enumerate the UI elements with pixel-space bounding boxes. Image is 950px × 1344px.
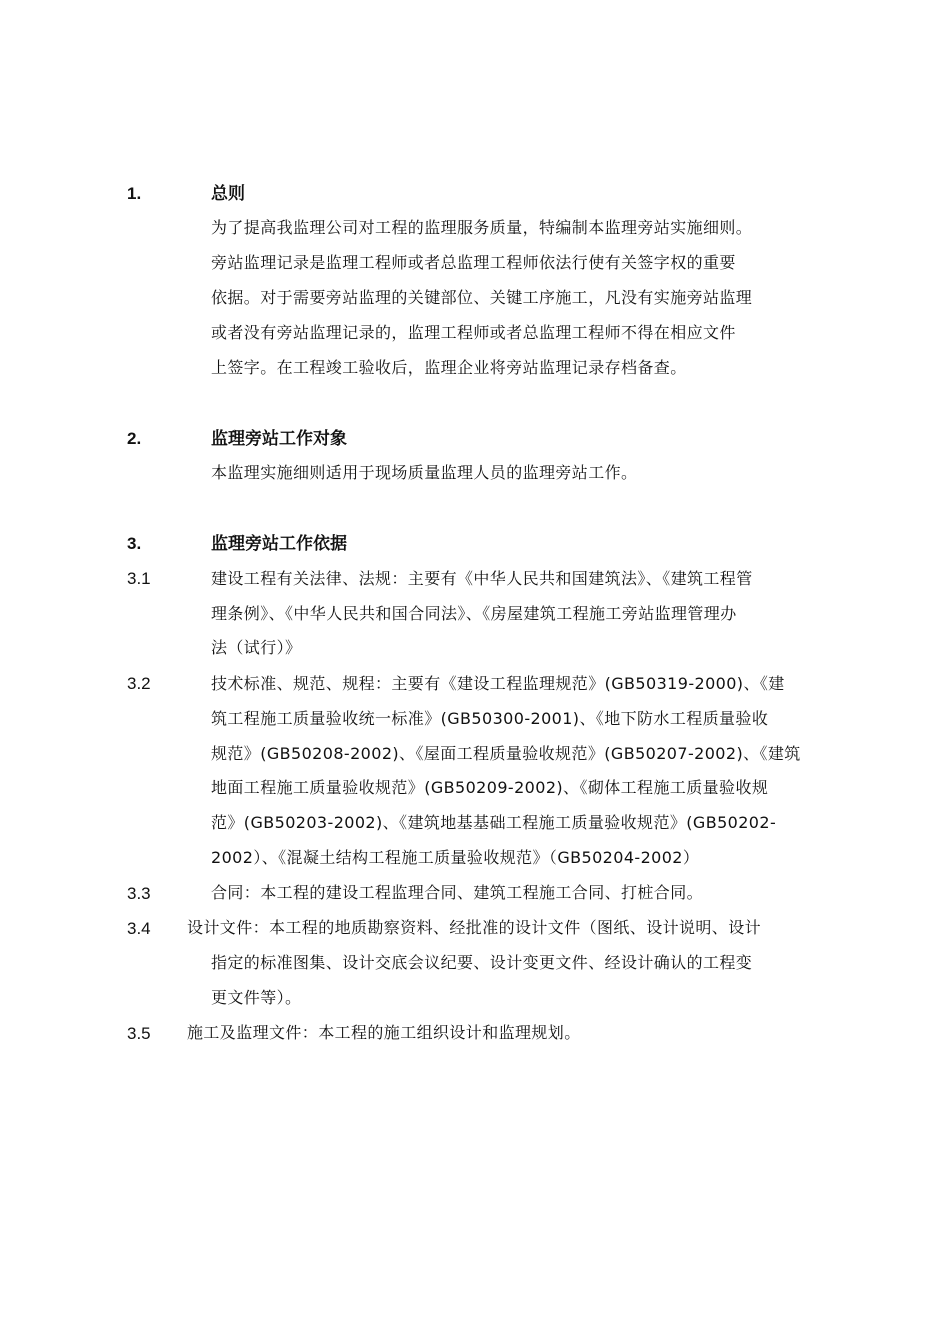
- item-3-2-line-6: 2002）、《混凝土结构工程施工质量验收规范》（GB50204-2002）: [211, 848, 700, 867]
- section-1-title: 总则: [211, 184, 245, 204]
- item-3-2-line-5: 范》(GB50203-2002)、《建筑地基基础工程施工质量验收规范》(GB50202-: [211, 813, 777, 832]
- section-1-line-1: 为了提高我监理公司对工程的监理服务质量，特编制本监理旁站实施细则。: [211, 218, 753, 237]
- item-3-1-line-1: 建设工程有关法律、法规：主要有《中华人民共和国建筑法》、《建筑工程管: [211, 569, 753, 588]
- item-3-1-line-3: 法（试行）》: [211, 638, 302, 657]
- section-2-line-1: 本监理实施细则适用于现场质量监理人员的监理旁站工作。: [211, 463, 638, 482]
- section-1-line-4: 或者没有旁站监理记录的，监理工程师或者总监理工程师不得在相应文件: [211, 323, 736, 342]
- item-3-4-number: 3.4: [127, 919, 151, 938]
- item-3-2-line-4: 地面工程施工质量验收规范》(GB50209-2002)、《砌体工程施工质量验收规: [211, 778, 769, 797]
- section-2-number: 2.: [127, 429, 142, 448]
- item-3-4-line-1: 设计文件：本工程的地质勘察资料、经批准的设计文件（图纸、设计说明、设计: [187, 918, 762, 937]
- section-1-line-2: 旁站监理记录是监理工程师或者总监理工程师依法行使有关签字权的重要: [211, 253, 736, 272]
- item-3-1-line-2: 理条例》、《中华人民共和国合同法》、《房屋建筑工程施工旁站监理管理办: [211, 604, 737, 623]
- section-3-title: 监理旁站工作依据: [211, 534, 347, 554]
- item-3-5-number: 3.5: [127, 1024, 151, 1043]
- item-3-2-line-2: 筑工程施工质量验收统一标准》(GB50300-2001)、《地下防水工程质量验收: [211, 709, 769, 728]
- section-1-line-3: 依据。对于需要旁站监理的关键部位、关键工序施工，凡没有实施旁站监理: [211, 288, 753, 307]
- item-3-4-line-2: 指定的标准图集、设计交底会议纪要、设计变更文件、经设计确认的工程变: [211, 953, 753, 972]
- section-3-number: 3.: [127, 534, 142, 553]
- item-3-2-line-3: 规范》(GB50208-2002)、《屋面工程质量验收规范》(GB50207-2002)、《建筑: [211, 744, 801, 763]
- section-1-line-5: 上签字。在工程竣工验收后，监理企业将旁站监理记录存档备查。: [211, 358, 687, 377]
- item-3-3-line-1: 合同：本工程的建设工程监理合同、建筑工程施工合同、打桩合同。: [211, 883, 704, 902]
- item-3-5-line-1: 施工及监理文件：本工程的施工组织设计和监理规划。: [187, 1023, 581, 1042]
- item-3-1-number: 3.1: [127, 569, 151, 588]
- section-1-number: 1.: [127, 184, 142, 203]
- item-3-2-line-1: 技术标准、规范、规程：主要有《建设工程监理规范》(GB50319-2000)、《建: [211, 674, 785, 693]
- item-3-3-number: 3.3: [127, 884, 151, 903]
- item-3-2-number: 3.2: [127, 674, 151, 693]
- section-2-title: 监理旁站工作对象: [211, 429, 347, 449]
- item-3-4-line-3: 更文件等）。: [211, 988, 302, 1007]
